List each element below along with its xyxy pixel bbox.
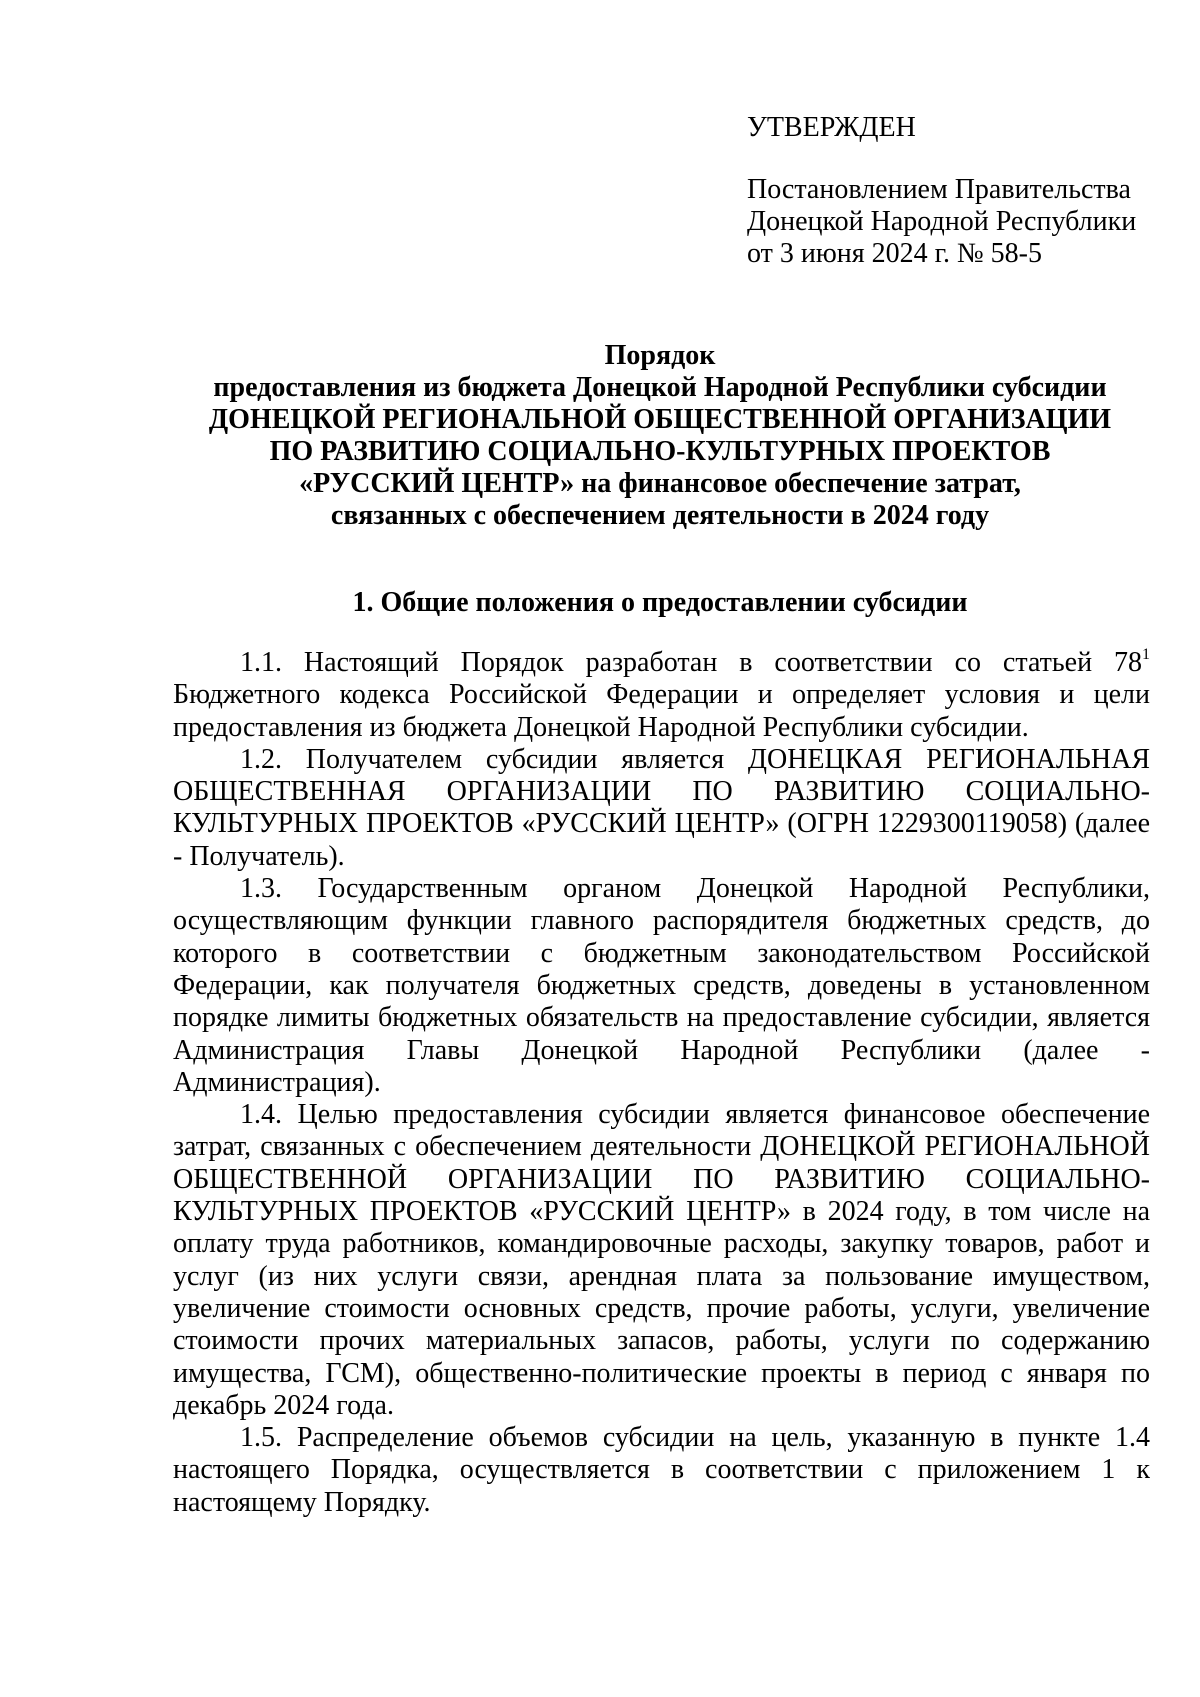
title-line-4: ПО РАЗВИТИЮ СОЦИАЛЬНО-КУЛЬТУРНЫХ ПРОЕКТОВ [269, 436, 1051, 467]
paragraph-1-5: 1.5. Распределение объемов субсидии на цель, указанную в пункте 1.4 настоящего Порядка, осуществляется в соответствии с приложением 1 к настоящему Порядку. [173, 1422, 1150, 1518]
paragraph-1-2: 1.2. Получателем субсидии является ДОНЕЦКАЯ РЕГИОНАЛЬНАЯ ОБЩЕСТВЕННАЯ ОРГАНИЗАЦИИ ПО РАЗВИТИЮ СОЦИАЛЬНО-КУЛЬТУРНЫХ ПРОЕКТОВ «РУССКИЙ ЦЕНТР» (ОГРН 1229300119058) (далее - Получатель). [173, 743, 1150, 872]
section-heading: 1. Общие положения о предоставлении субсидии [352, 587, 968, 618]
title-line-3: ДОНЕЦКОЙ РЕГИОНАЛЬНОЙ ОБЩЕСТВЕННОЙ ОРГАНИЗАЦИИ [208, 404, 1112, 435]
approval-line-2: Донецкой Народной Республики [747, 206, 1137, 237]
paragraph-1-4: 1.4. Целью предоставления субсидии является финансовое обеспечение затрат, связанных с обеспечением деятельности ДОНЕЦКОЙ РЕГИОНАЛЬНОЙ ОБЩЕСТВЕННОЙ ОРГАНИЗАЦИИ ПО РАЗВИТИЮ СОЦИАЛЬНО-КУЛЬТУРНЫХ ПРОЕКТОВ «РУССКИЙ ЦЕНТР» в 2024 году, в том числе на оплату труда работников, командировочные расходы, закупку товаров, работ и услуг (из них услуги связи, арендная плата за пользование имуществом, увеличение стоимости основных средств, прочие работы, услуги, увеличение стоимости прочих материальных запасов, работы, услуги по содержанию имущества, ГСМ), общественно-политические проекты в период с января по декабрь 2024 года. [173, 1099, 1150, 1421]
paragraph-1-1 [173, 647, 1150, 744]
paragraph-1-3: 1.3. Государственным органом Донецкой Народной Республики, осуществляющим функции главного распорядителя бюджетных средств, до которого в соответствии с бюджетным законодательством Российской Федерации, как получателя бюджетных средств, доведены в установленном порядке лимиты бюджетных обязательств на предоставление субсидии, является Администрация Главы Донецкой Народной Республики (далее - Администрация). [173, 873, 1150, 1098]
title-line-6: связанных с обеспечением деятельности в 2024 году [330, 500, 990, 531]
title-line-2: предоставления из бюджета Донецкой Народной Республики субсидии [213, 372, 1107, 403]
approval-line-1: Постановлением Правительства [747, 174, 1131, 205]
approval-line-3: от 3 июня 2024 г. № 58-5 [747, 238, 1042, 269]
article-superscript: 1 [1142, 646, 1150, 663]
title-line-5: «РУССКИЙ ЦЕНТР» на финансовое обеспечение затрат, [299, 468, 1021, 499]
section-body [173, 647, 1150, 1519]
document-title [160, 340, 1160, 532]
approval-block [747, 112, 1167, 270]
paragraph-1-1-start: 1.1. Настоящий Порядок разработан в соответствии со статьей 78 [240, 647, 1142, 678]
title-line-1: Порядок [604, 340, 716, 371]
paragraph-1-1-end: Бюджетного кодекса Российской Федерации и определяет условия и цели предоставления из бюджета Донецкой Народной Республики субсидии. [173, 679, 1150, 743]
approval-status: УТВЕРЖДЕН [747, 112, 916, 143]
